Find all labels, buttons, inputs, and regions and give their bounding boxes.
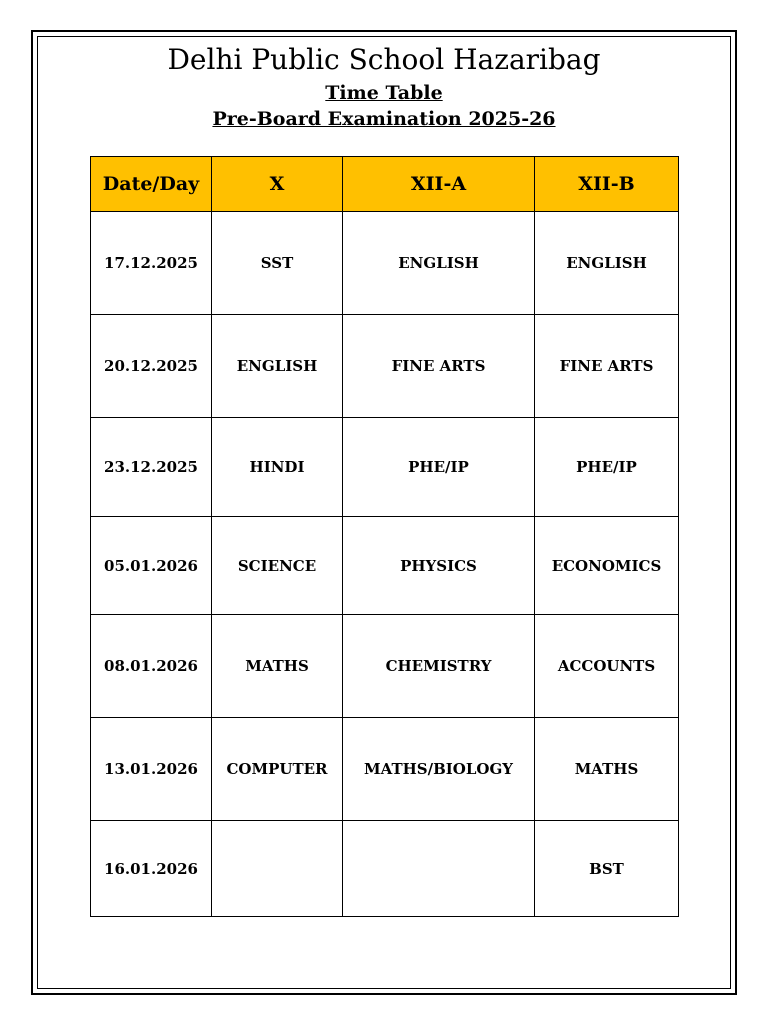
subject-cell-xii-a: PHE/IP	[343, 418, 535, 517]
date-cell: 23.12.2025	[91, 418, 212, 517]
subject-cell-x: MATHS	[212, 615, 343, 718]
date-cell: 16.01.2026	[91, 821, 212, 917]
subject-cell-xii-a: ENGLISH	[343, 212, 535, 315]
column-header-xii-a: XII-A	[343, 157, 535, 212]
subject-cell-xii-b: PHE/IP	[535, 418, 679, 517]
subject-cell-xii-b: ACCOUNTS	[535, 615, 679, 718]
subject-cell-x: HINDI	[212, 418, 343, 517]
subject-cell-xii-a: FINE ARTS	[343, 315, 535, 418]
date-cell: 17.12.2025	[91, 212, 212, 315]
subject-cell-x: SCIENCE	[212, 517, 343, 615]
date-cell: 08.01.2026	[91, 615, 212, 718]
table-row	[91, 821, 679, 917]
table-row	[91, 615, 679, 718]
subject-cell-xii-a: CHEMISTRY	[343, 615, 535, 718]
table-row	[91, 212, 679, 315]
exam-timetable	[90, 156, 679, 917]
document-title: Time Table	[325, 82, 443, 104]
date-cell: 20.12.2025	[91, 315, 212, 418]
subject-cell-x: ENGLISH	[212, 315, 343, 418]
table-row	[91, 517, 679, 615]
date-cell: 13.01.2026	[91, 718, 212, 821]
subject-cell-x	[212, 821, 343, 917]
subject-cell-xii-a: PHYSICS	[343, 517, 535, 615]
subject-cell-x: SST	[212, 212, 343, 315]
table-row	[91, 718, 679, 821]
column-header-x: X	[212, 157, 343, 212]
subject-cell-xii-b: BST	[535, 821, 679, 917]
subject-cell-xii-a: MATHS/BIOLOGY	[343, 718, 535, 821]
subject-cell-x: COMPUTER	[212, 718, 343, 821]
table-row	[91, 418, 679, 517]
subject-cell-xii-b: FINE ARTS	[535, 315, 679, 418]
table-row	[91, 315, 679, 418]
table-header-row	[91, 157, 679, 212]
date-cell: 05.01.2026	[91, 517, 212, 615]
document-subtitle: Pre-Board Examination 2025-26	[212, 108, 556, 130]
subject-cell-xii-b: ECONOMICS	[535, 517, 679, 615]
school-name: Delhi Public School Hazaribag	[167, 43, 601, 76]
subject-cell-xii-b: MATHS	[535, 718, 679, 821]
subject-cell-xii-a	[343, 821, 535, 917]
subject-cell-xii-b: ENGLISH	[535, 212, 679, 315]
column-header-xii-b: XII-B	[535, 157, 679, 212]
column-header-date: Date/Day	[91, 157, 212, 212]
